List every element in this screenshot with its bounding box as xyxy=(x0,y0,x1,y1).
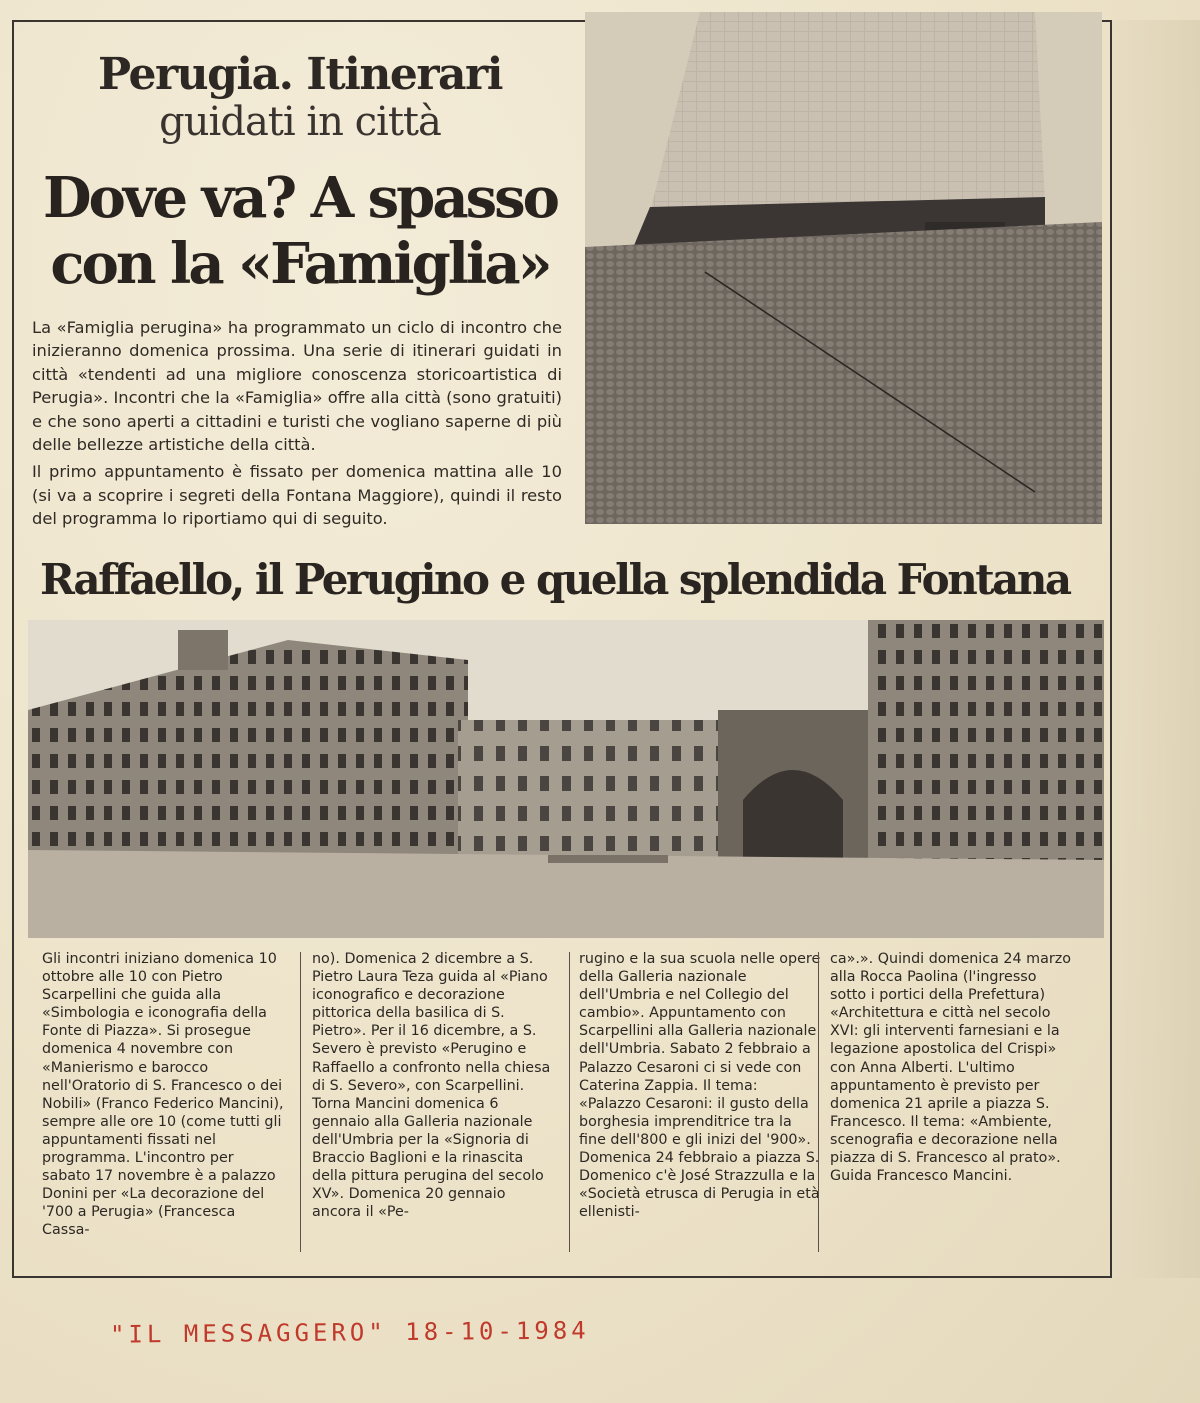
column-1: Gli incontri iniziano domenica 10 ottobre alle 10 con Pietro Scarpellini che guida alla «Simbologia e iconografia della Fonte di Piazza». Si prosegue domenica 4 novembre con «Manierismo e barocco nell'Oratorio di S. Francesco o dei Nobili» (Franco Federico Mancini), sempre alle ore 10 (come tutti gli appuntamenti fissati nel programma. L'incontro per sabato 17 novembre è a palazzo Donini per «La decorazione del '700 a Perugia» (Francesca Cassa- xyxy=(42,951,284,1239)
intro-paragraph-2: Il primo appuntamento è fissato per domenica mattina alle 10 (si va a scoprire i segreti della Fontana Maggiore), quindi il resto del programma lo riportiamo qui di seguito. xyxy=(32,462,562,529)
column-divider xyxy=(300,952,301,1252)
main-headline-line2: con la «Famiglia» xyxy=(50,231,550,297)
main-headline xyxy=(40,165,560,297)
column-divider xyxy=(569,952,570,1252)
fountain-photo-image xyxy=(585,12,1102,524)
intro-text xyxy=(32,316,562,535)
fountain-photo xyxy=(585,12,1102,524)
headline-kicker: Perugia. Itinerari xyxy=(98,49,502,100)
adjacent-page-edge xyxy=(1112,20,1200,1278)
body-columns xyxy=(42,950,1102,1270)
section-title: Raffaello, il Perugino e quella splendida Fontana xyxy=(40,555,1070,604)
column-divider xyxy=(818,952,819,1252)
column-3: rugino e la sua scuola nelle opere della Galleria nazionale dell'Umbria e nel Collegio del cambio». Appuntamento con Scarpellini alla Galleria nazionale dell'Umbria. Sabato 2 febbraio a Palazzo Cesaroni ci si vede con Caterina Zappia. Il tema: «Palazzo Cesaroni: il gusto della borghesia imprenditrice tra la fine dell'800 e gli inizi del '900». Domenica 24 febbraio a piazza S. Domenico c'è José Strazzulla e la «Società etrusca di Perugia in età ellenisti- xyxy=(579,951,821,1221)
piazza-photo xyxy=(28,620,1104,938)
column-4: ca».». Quindi domenica 24 marzo alla Rocca Paolina (l'ingresso sotto i portici della Prefettura) «Architettura e città nel secolo XVI: gli interventi farnesiani e la legazione apostolica del Crispi» con Anna Alberti. L'ultimo appuntamento è previsto per domenica 21 aprile a piazza S. Francesco. Il tema: «Ambiente, scenografia e decorazione nella piazza di S. Francesco al prato». Guida Francesco Mancini. xyxy=(830,951,1071,1185)
handwritten-source-note: "IL MESSAGGERO" 18-10-1984 xyxy=(109,1316,590,1349)
main-headline-line1: Dove va? A spasso xyxy=(42,165,558,231)
column-2: no). Domenica 2 dicembre a S. Pietro Laura Teza guida al «Piano iconografico e decorazione pittorica della basilica di S. Pietro». Per il 16 dicembre, a S. Severo è previsto «Perugino e Raffaello a confronto nella chiesa di S. Severo», con Scarpellini. Torna Mancini domenica 6 gennaio alla Galleria nazionale dell'Umbria per la «Signoria di Braccio Baglioni e la rinascita della pittura perugina del secolo XV». Domenica 20 gennaio ancora il «Pe- xyxy=(312,951,551,1221)
piazza-photo-image xyxy=(28,620,1104,938)
intro-paragraph-1: La «Famiglia perugina» ha programmato un ciclo di incontro che inizieranno domenica prossima. Una serie di itinerari guidati in città «tendenti ad una migliore conoscenza storicoartistica di Perugia». Incontri che la «Famiglia» offre alla città (sono gratuiti) e che sono aperti a cittadini e turisti che vogliano saperne di più delle bellezze artistiche della città. xyxy=(32,318,562,455)
headline-kicker-2: guidati in città xyxy=(159,99,441,145)
